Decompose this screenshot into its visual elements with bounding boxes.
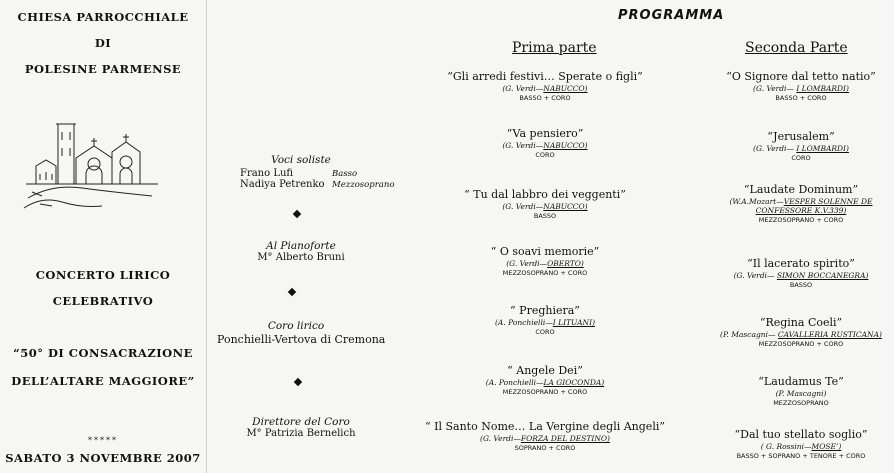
separator-diamond-icon (294, 378, 302, 386)
piece-attribution (410, 318, 680, 327)
piece-voices: CORO (791, 154, 811, 162)
piece-title: “Dal tuo stellato soglio” (734, 428, 868, 441)
piece-title: “ Preghiera” (510, 304, 580, 317)
piece-voices: MEZZOSOPRANO + CORO (502, 388, 588, 396)
page-fold-line (206, 0, 207, 473)
piece-voices: BASSO + CORO (775, 94, 827, 102)
separator-diamond-icon (288, 288, 296, 296)
piece-opera: I LOMBARDI) (796, 84, 849, 93)
piece-attribution (715, 271, 887, 280)
program-piece (715, 375, 887, 407)
soloist-voice: Basso (332, 169, 358, 179)
program-piece (410, 127, 680, 159)
program-title: PROGRAMMA (618, 8, 725, 23)
piece-title: “Laudamus Te” (758, 375, 844, 388)
program-piece (715, 70, 887, 102)
program-piece (410, 245, 680, 277)
piece-composer: (G. Verdi— (502, 202, 544, 211)
church-name-line3: POLESINE PARMENSE (24, 62, 182, 76)
program-piece (715, 316, 887, 348)
soloists-block (206, 154, 396, 166)
program-piece (715, 130, 887, 162)
separator-diamond-icon (293, 210, 301, 218)
piece-voices: BASSO + SOPRANO + TENORE + CORO (736, 452, 866, 460)
piece-attribution (715, 84, 887, 93)
piece-voices: MEZZOSOPRANO + CORO (758, 340, 844, 348)
piece-opera: OBERTO) (547, 259, 584, 268)
piece-composer: (G. Verdi— (753, 144, 797, 153)
piece-composer: (G. Verdi— (480, 434, 521, 443)
piece-attribution (715, 330, 887, 339)
piece-opera: CAVALLERIA RUSTICANA) (777, 330, 882, 339)
piano-block (206, 240, 396, 263)
piece-opera: NABUCCO) (543, 84, 588, 93)
piece-opera: LA GIOCONDA) (543, 378, 605, 387)
piece-attribution (410, 378, 680, 387)
piece-composer: (A. Ponchielli— (494, 318, 553, 327)
piece-opera: I LITUANI) (552, 318, 595, 327)
piece-voices: MEZZOSOPRANO + CORO (758, 216, 844, 224)
piece-opera: I LOMBARDI) (796, 144, 849, 153)
piece-attribution (410, 202, 680, 211)
piece-composer: (G. Verdi— (753, 84, 797, 93)
program-piece (715, 257, 887, 289)
piece-title: “Jerusalem” (767, 130, 835, 143)
piano-name: M° Alberto Bruni (257, 252, 345, 263)
program-piece (410, 304, 680, 336)
event-title-line4: DELL’ALTARE MAGGIORE” (11, 374, 195, 388)
piece-title: “Il lacerato spirito” (747, 257, 855, 270)
soloist-name: Frano Lufi (240, 168, 294, 179)
part1-heading: Prima parte (512, 40, 597, 56)
choir-block (206, 320, 376, 332)
church-drawing-icon (22, 118, 162, 218)
piece-voices: BASSO (533, 212, 557, 220)
piece-voices: MEZZOSOPRANO (773, 399, 829, 407)
program-piece (410, 420, 680, 452)
piece-composer: (A. Ponchielli— (485, 378, 544, 387)
piece-voices: CORO (535, 151, 555, 159)
piece-attribution (715, 197, 887, 215)
piece-title: “ Angele Dei” (507, 364, 583, 377)
piece-title: “O Signore dal tetto natio” (726, 70, 876, 83)
piece-attribution (715, 144, 887, 153)
piece-composer: ( G. Rossini— (760, 442, 812, 451)
director-label: Direttore del Coro (252, 416, 350, 428)
soloist-name: Nadiya Petrenko (240, 179, 325, 190)
piece-title: “ O soavi memorie” (490, 245, 600, 258)
piece-title: “Va pensiero” (506, 127, 584, 140)
piece-title: “Laudate Dominum” (743, 183, 859, 196)
cover-panel (0, 0, 206, 473)
piece-composer: (G. Verdi— (733, 271, 777, 280)
choir-label: Coro lirico (267, 320, 325, 332)
piece-composer: (W.A.Mozart— (729, 197, 784, 206)
piece-attribution (410, 434, 680, 443)
program-piece (410, 364, 680, 396)
piece-voices: MEZZOSOPRANO + CORO (502, 269, 588, 277)
piece-opera: VESPER SOLENNE DE CONFESSORE K.V.339) (755, 197, 873, 215)
church-name-line1: CHIESA PARROCCHIALE (17, 10, 189, 24)
program-piece (410, 70, 680, 102)
piece-attribution (410, 84, 680, 93)
piece-opera: NABUCCO) (543, 141, 588, 150)
part2-heading: Seconda Parte (745, 40, 848, 56)
piece-composer: (G. Verdi— (506, 259, 548, 268)
piece-composer: (P. Mascagni— (720, 330, 778, 339)
piece-attribution (715, 389, 887, 398)
program-piece (715, 428, 887, 460)
choir-name: Ponchielli-Vertova di Cremona (217, 333, 386, 346)
program-piece (410, 188, 680, 220)
piece-voices: BASSO (789, 281, 813, 289)
church-name-line2: DI (94, 36, 112, 50)
piece-voices: CORO (535, 328, 555, 336)
piece-title: “Regina Coeli” (759, 316, 843, 329)
piece-attribution (410, 141, 680, 150)
director-block (206, 416, 396, 439)
event-title-line1: CONCERTO LIRICO (35, 268, 171, 282)
piece-voices: SOPRANO + CORO (514, 444, 576, 452)
piece-opera: MOSE’) (811, 442, 842, 451)
piece-opera: SIMON BOCCANEGRA) (776, 271, 869, 280)
piece-voices: BASSO + CORO (519, 94, 571, 102)
piece-attribution (715, 442, 887, 451)
program-piece (715, 183, 887, 224)
decorative-dots: ***** (88, 436, 118, 445)
director-name: M° Patrizia Bernelich (246, 428, 356, 439)
piece-opera: NABUCCO) (543, 202, 588, 211)
soloist-voice: Mezzosoprano (332, 180, 395, 190)
piano-label: Al Pianoforte (266, 240, 336, 252)
piece-attribution (410, 259, 680, 268)
piece-opera: FORZA DEL DESTINO) (520, 434, 610, 443)
event-title-line2: CELEBRATIVO (52, 294, 154, 308)
piece-title: “Gli arredi festivi… Sperate o figli” (447, 70, 643, 83)
piece-composer: (G. Verdi— (502, 141, 544, 150)
piece-composer: (P. Mascagni) (775, 389, 827, 398)
event-date: SABATO 3 NOVEMBRE 2007 (5, 451, 201, 465)
soloists-label: Voci soliste (271, 154, 331, 166)
piece-composer: (G. Verdi— (502, 84, 544, 93)
piece-title: “ Il Santo Nome… La Vergine degli Angeli” (425, 420, 665, 433)
soloists-list (240, 168, 400, 190)
event-title-line3: “50° DI CONSACRAZIONE (13, 346, 193, 360)
piece-title: “ Tu dal labbro dei veggenti” (464, 188, 626, 201)
